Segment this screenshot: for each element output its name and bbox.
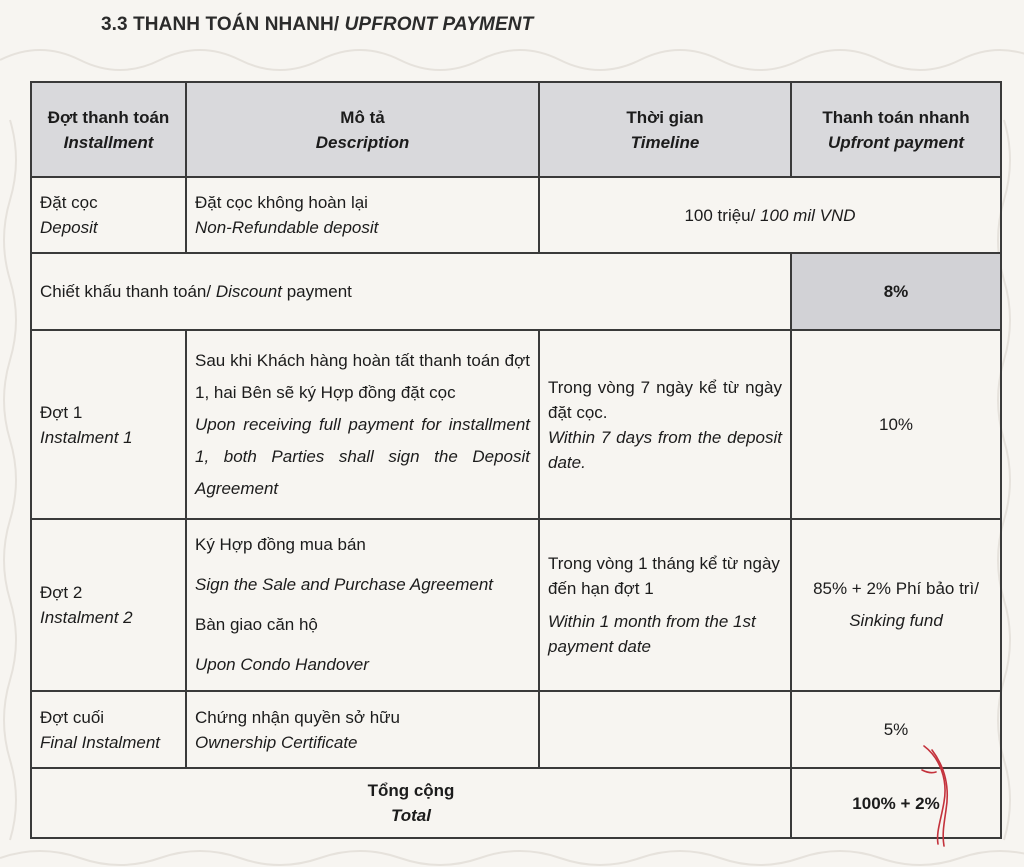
discount-label-cell: Chiết khấu thanh toán/ Discount payment [31,253,791,330]
installment2-timeline-cell: Trong vòng 1 tháng kể từ ngày đến hạn đợt 1 Within 1 month from the 1st payment date [539,519,791,691]
installment1-timeline-cell: Trong vòng 7 ngày kể từ ngày đặt cọc. Within 7 days from the deposit date. [539,330,791,519]
installment1-value-cell: 10% [791,330,1001,519]
final-timeline-cell [539,691,791,768]
installment2-value-cell: 85% + 2% Phí bảo trì/ Sinking fund [791,519,1001,691]
installment2-row [31,519,1001,691]
installment1-description-cell: Sau khi Khách hàng hoàn tất thanh toán đợt 1, hai Bên sẽ ký Hợp đồng đặt cọc Upon receiving full payment for installment 1, both Parties shall sign the Deposit Agreement [186,330,539,519]
deposit-row [31,177,1001,253]
header-timeline: Thời gian Timeline [539,82,791,177]
installment1-row [31,330,1001,519]
section-title [101,14,533,36]
final-value-cell: 5% [791,691,1001,768]
header-row [31,82,1001,177]
deposit-description-cell: Đặt cọc không hoàn lại Non-Refundable deposit [186,177,539,253]
total-value-cell: 100% + 2% [791,768,1001,838]
header-installment: Đợt thanh toán Installment [31,82,186,177]
total-row [31,768,1001,838]
installment2-name-cell: Đợt 2 Instalment 2 [31,519,186,691]
section-title-vi: 3.3 THANH TOÁN NHANH/ [101,14,340,35]
installment2-description-cell: Ký Hợp đồng mua bán Sign the Sale and Purchase Agreement Bàn giao căn hộ Upon Condo Handover [186,519,539,691]
header-description: Mô tả Description [186,82,539,177]
final-name-cell: Đợt cuối Final Instalment [31,691,186,768]
payment-schedule-table [30,81,1002,839]
header-upfront-payment: Thanh toán nhanh Upfront payment [791,82,1001,177]
installment1-name-cell: Đợt 1 Instalment 1 [31,330,186,519]
total-label-cell: Tổng cộng Total [31,768,791,838]
discount-row [31,253,1001,330]
discount-value-cell: 8% [791,253,1001,330]
deposit-name-cell: Đặt cọc Deposit [31,177,186,253]
final-installment-row [31,691,1001,768]
final-description-cell: Chứng nhận quyền sở hữu Ownership Certificate [186,691,539,768]
deposit-amount-cell: 100 triệu/ 100 mil VND [539,177,1001,253]
section-title-en: UPFRONT PAYMENT [344,14,534,35]
